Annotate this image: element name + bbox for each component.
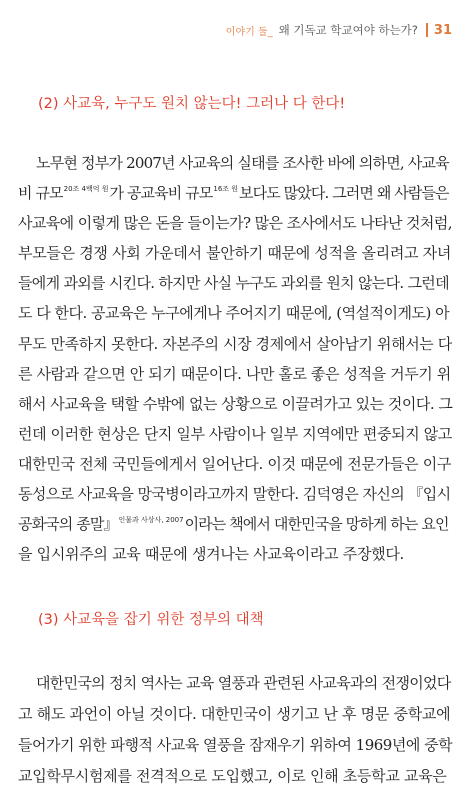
body-line: 고 해도 과언이 아닐 것이다. 대한민국이 생기고 난 후 명문 중학교에 — [18, 705, 451, 723]
header-divider — [426, 23, 428, 37]
body-line: 동성으로 사교육을 망국병이라고까지 말한다. 김덕영은 자신의 『입시 — [18, 485, 451, 504]
citation-inline: 인물과 사상사, 2007 — [118, 516, 184, 525]
footnote-inline: 16조 원 — [213, 185, 239, 194]
section-3-body — [18, 668, 452, 792]
footnote-inline: 20조 4백억 원 — [63, 185, 109, 194]
body-line: 대한민국의 정치 역사는 교육 열풍과 관련된 사교육과의 전쟁이었다 — [36, 674, 451, 692]
section-heading-2: (2) 사교육, 누구도 원치 않는다! 그러나 다 한다! — [38, 96, 346, 112]
body-line: 무도 만족하지 못한다. 자본주의 시장 경제에서 살아남기 위해서는 다 — [18, 334, 452, 353]
body-line: 사교육에 이렇게 많은 돈을 들이는가? 많은 조사에서도 나타난 것처럼, — [18, 214, 452, 233]
body-line: 부모들은 경쟁 사회 가운데서 불안하기 때문에 성적을 올리려고 자녀 — [18, 244, 452, 263]
body-line: 비 규모$^{20조 4백억 원}$가 공교육비 규모$^{16조 원}$보다도 많았다. 그러면 왜 사람들은 — [18, 184, 449, 203]
body-line: 대한민국 전체 국민들에게서 일어난다. 이것 때문에 전문가들은 이구 — [18, 454, 452, 473]
running-header — [226, 22, 452, 38]
body-line: 들어가기 위한 파행적 사교육 열풍을 잠재우기 위하여 1969년에 중학 — [18, 736, 453, 754]
body-line: 런데 이러한 현상은 단지 일부 사람이나 일부 지역에만 편중되지 않고 — [18, 424, 452, 443]
section-2-body — [18, 148, 452, 569]
body-line: 들에게 과외를 시킨다. 하지만 사실 누구도 과외를 원치 않는다. 그런데 — [18, 274, 449, 293]
body-line: 노무현 정부가 2007년 사교육의 실태를 조사한 바에 의하면, 사교육 — [36, 154, 449, 172]
page-number: 31 — [433, 22, 452, 38]
chapter-label: 이야기 둘_ — [225, 26, 273, 38]
body-line: 을 입시위주의 교육 때문에 생겨나는 사교육이라고 주장했다. — [18, 545, 405, 564]
section-heading-3: (3) 사교육을 잡기 위한 정부의 대책 — [38, 612, 264, 628]
body-line: 공화국의 종말』$^{인물과 사상사, 2007}$이라는 책에서 대한민국을 망하게 하는 요인 — [18, 515, 449, 534]
body-line: 교입학무시험제를 전격적으로 도입했고, 이로 인해 초등학교 교육은 — [18, 767, 447, 785]
body-line: 도 다 한다. 공교육은 누구에게나 주어지기 때문에, (역설적이게도) 아 — [18, 304, 450, 323]
body-line: 른 사람과 같으면 안 되기 때문이다. 나만 홀로 좋은 성적을 거두기 위 — [18, 364, 451, 383]
chapter-title: 왜 기독교 학교여야 하는가? — [278, 23, 418, 37]
body-line: 해서 사교육을 택할 수밖에 없는 상황으로 이끌려가고 있는 것이다. 그 — [18, 394, 453, 413]
